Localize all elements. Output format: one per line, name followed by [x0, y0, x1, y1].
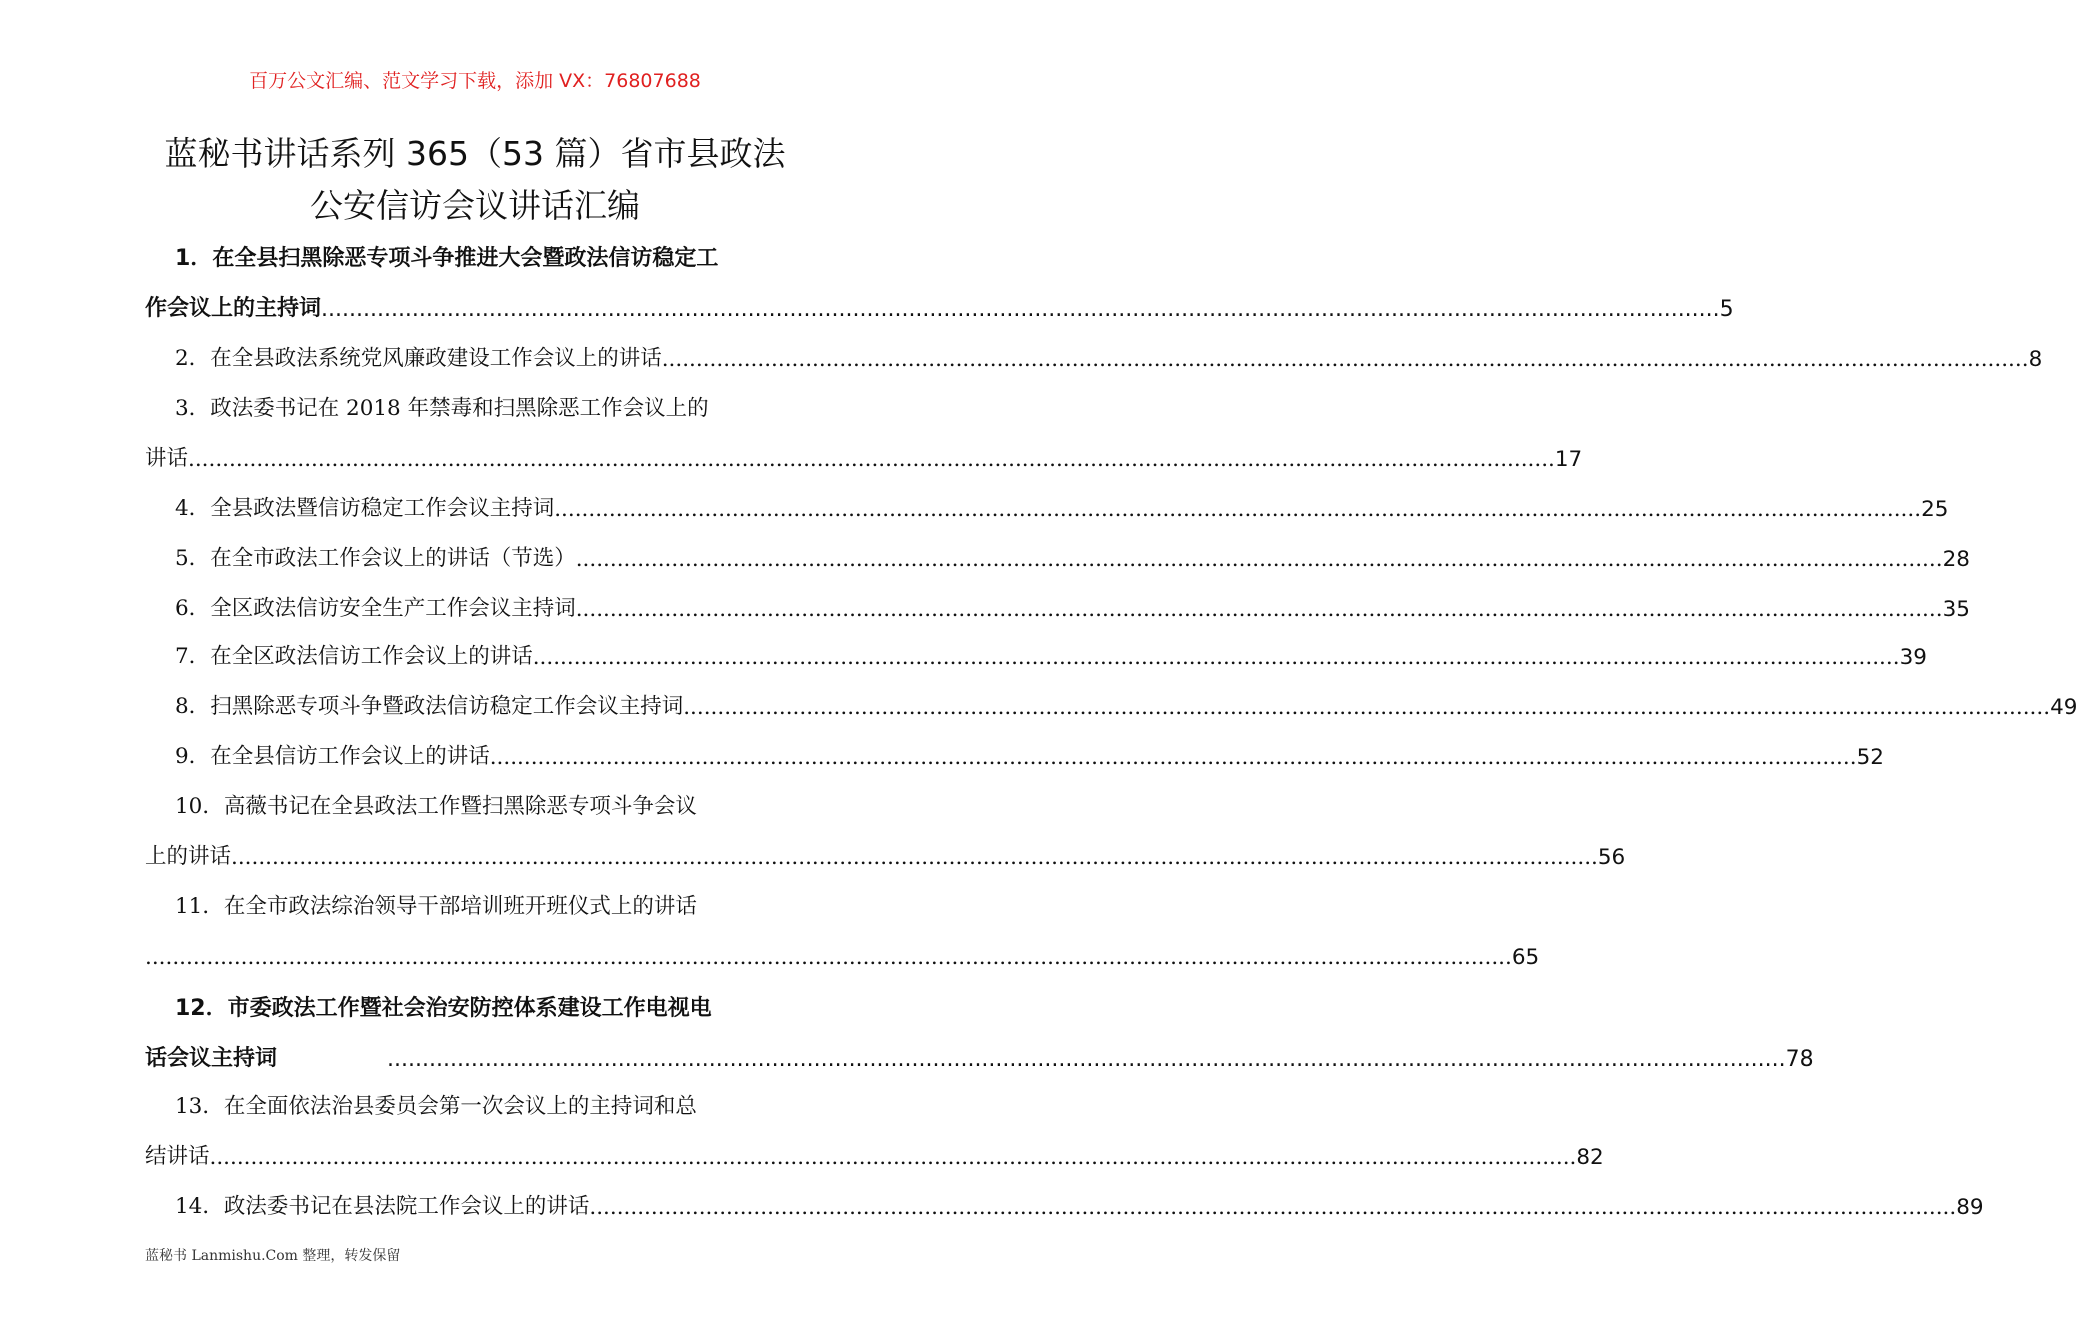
page-number: 17	[1554, 447, 1583, 472]
page-number: 56	[1597, 845, 1626, 870]
document-title	[100, 128, 850, 232]
toc-entry-14[interactable]: 14． 政法委书记在县法院工作会议上的讲话 ........................................................................................................................................................................................................ 89	[175, 1194, 1984, 1220]
dot-leader: ........................................................................................................................................................................................................	[145, 945, 1512, 970]
dot-leader: ........................................................................................................................................................................................................	[188, 447, 1555, 472]
toc-entry-10-line-1[interactable]: 10． 高薇书记在全县政法工作暨扫黑除恶专项斗争会议	[175, 794, 697, 819]
dot-leader: ........................................................................................................................................................................................................	[321, 297, 1720, 322]
toc-entry-13-line-1[interactable]: 13． 在全面依法治县委员会第一次会议上的主持词和总	[175, 1094, 697, 1119]
footer-note: 蓝秘书 Lanmishu.Com 整理，转发保留	[145, 1248, 401, 1264]
page-number: 82	[1576, 1145, 1604, 1170]
toc-entry-11-line-2[interactable]	[145, 930, 1540, 970]
toc-entry-9[interactable]: 9． 在全县信访工作会议上的讲话 ........................................................................................................................................................................................................ 52	[175, 744, 1884, 770]
dot-leader: ........................................................................................................................................................................................................	[589, 1195, 1957, 1220]
dot-leader: ........................................................................................................................................................................................................	[554, 497, 1922, 522]
toc-entry-6[interactable]: 6． 全区政法信访安全生产工作会议主持词 ........................................................................................................................................................................................................ 35	[175, 596, 1970, 622]
toc-entry-1-line-1[interactable]: 1． 在全县扫黑除恶专项斗争推进大会暨政法信访稳定工	[175, 246, 719, 271]
toc-entry-5[interactable]: 5． 在全市政法工作会议上的讲话（节选） ........................................................................................................................................................................................................ 28	[175, 546, 1970, 572]
toc-entry-1-line-2[interactable]: 作会议上的主持词 ........................................................................................................................................................................................................ 5	[145, 296, 1734, 322]
toc-entry-3-line-2[interactable]: 讲话 ........................................................................................................................................................................................................ 17	[145, 446, 1583, 472]
toc-entry-11-line-1[interactable]: 11． 在全市政法综治领导干部培训班开班仪式上的讲话	[175, 894, 697, 919]
page-number: 65	[1511, 945, 1540, 970]
page-number: 52	[1856, 745, 1884, 770]
toc-entry-13-line-2[interactable]: 结讲话 ........................................................................................................................................................................................................ 82	[145, 1144, 1604, 1170]
dot-leader: ........................................................................................................................................................................................................	[231, 845, 1598, 870]
toc-entry-12-line-2[interactable]: 话会议主持词 ........................................................................................................................................................................................................ 78	[145, 1046, 1814, 1072]
promo-banner: 百万公文汇编、范文学习下载，添加 VX：76807688	[249, 70, 701, 92]
dot-leader: ........................................................................................................................................................................................................	[575, 547, 1943, 572]
dot-leader: ........................................................................................................................................................................................................	[209, 1145, 1577, 1170]
dot-leader: ........................................................................................................................................................................................................	[683, 695, 2051, 720]
dot-leader: ........................................................................................................................................................................................................	[532, 645, 1900, 670]
toc-entry-3-line-1[interactable]: 3． 政法委书记在 2018 年禁毒和扫黑除恶工作会议上的	[175, 396, 709, 421]
page-number: 5	[1719, 297, 1734, 322]
title-line-1: 蓝秘书讲话系列 365（53 篇）省市县政法	[164, 134, 786, 173]
toc-entry-12-line-1[interactable]: 12． 市委政法工作暨社会治安防控体系建设工作电视电	[175, 996, 712, 1021]
toc-entry-10-line-2[interactable]: 上的讲话 ........................................................................................................................................................................................................ 56	[145, 844, 1626, 870]
toc-entry-2[interactable]: 2． 在全县政法系统党风廉政建设工作会议上的讲话 ........................................................................................................................................................................................................ 8	[175, 346, 2043, 372]
dot-leader: ........................................................................................................................................................................................................	[661, 347, 2029, 372]
page-number: 28	[1942, 547, 1970, 572]
page-number: 25	[1921, 497, 1949, 522]
dot-leader: ........................................................................................................................................................................................................	[387, 1047, 1786, 1072]
page-number: 78	[1785, 1047, 1814, 1072]
toc-entry-8[interactable]: 8． 扫黑除恶专项斗争暨政法信访稳定工作会议主持词 ........................................................................................................................................................................................................ 49	[175, 694, 2077, 720]
page-number: 39	[1899, 645, 1927, 670]
toc-entry-4[interactable]: 4． 全县政法暨信访稳定工作会议主持词 ........................................................................................................................................................................................................ 25	[175, 496, 1949, 522]
toc-entry-7[interactable]: 7． 在全区政法信访工作会议上的讲话 ........................................................................................................................................................................................................ 39	[175, 644, 1927, 670]
page-number: 89	[1956, 1195, 1984, 1220]
dot-leader: ........................................................................................................................................................................................................	[575, 597, 1943, 622]
page-number: 49	[2050, 695, 2077, 720]
title-line-2: 公安信访会议讲话汇编	[310, 186, 640, 225]
page-number: 8	[2028, 347, 2043, 372]
dot-leader: ........................................................................................................................................................................................................	[489, 745, 1857, 770]
page-number: 35	[1942, 597, 1970, 622]
